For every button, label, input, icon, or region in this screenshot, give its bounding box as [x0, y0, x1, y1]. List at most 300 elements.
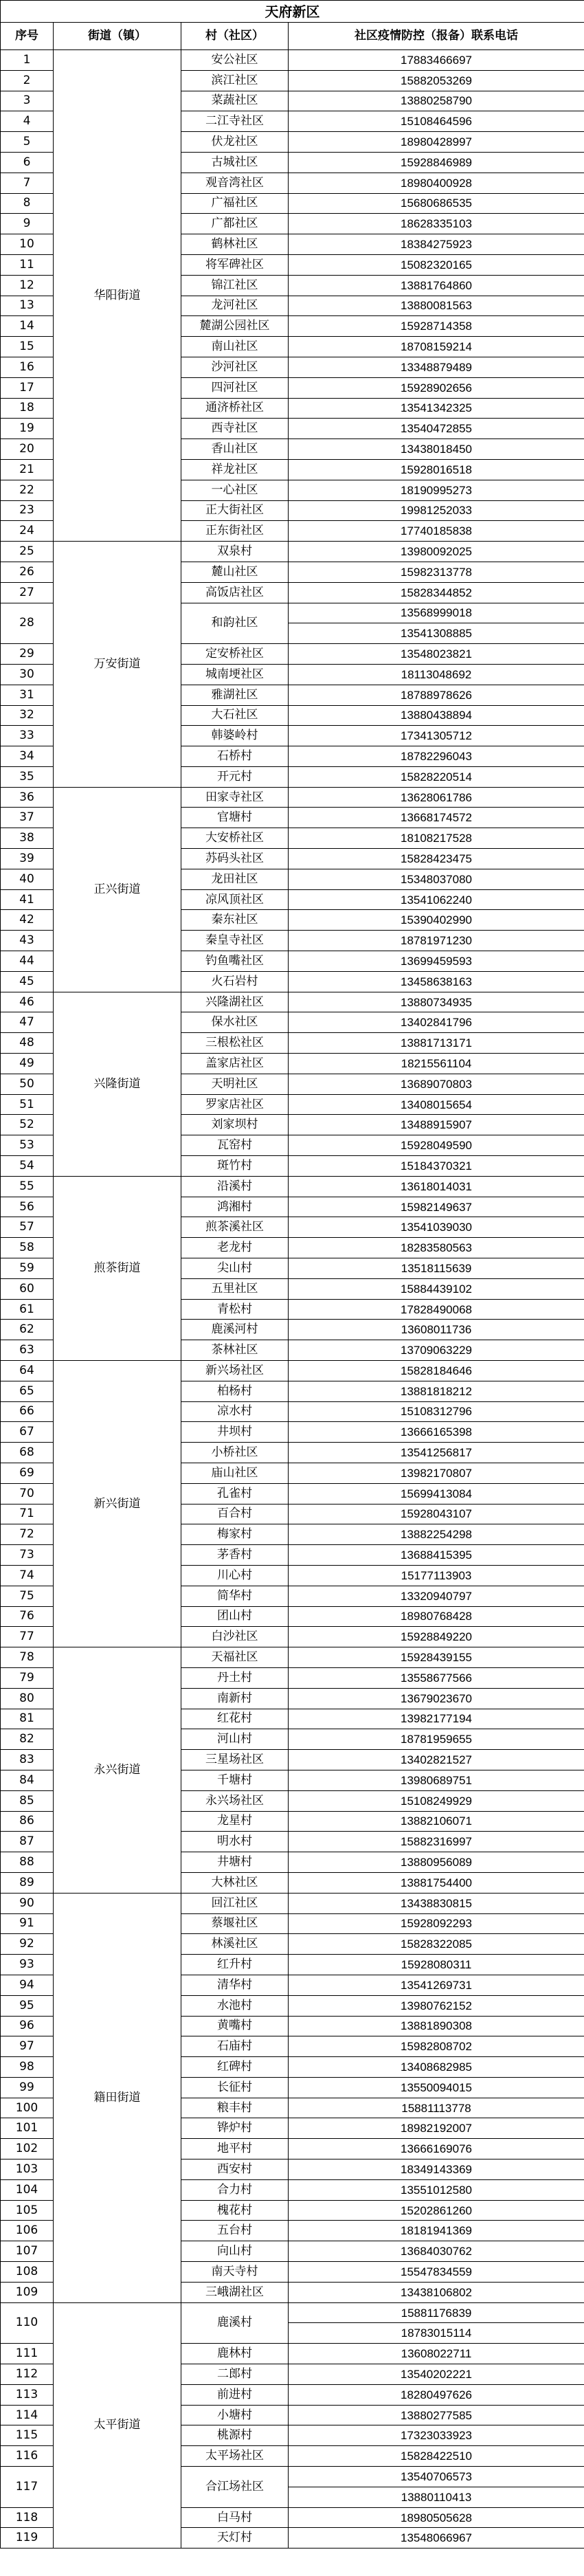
cell-village: 井坝村: [181, 1422, 289, 1443]
cell-village: 西寺社区: [181, 419, 289, 439]
cell-village: 太平场社区: [181, 2446, 289, 2467]
cell-no: 55: [1, 1176, 54, 1197]
cell-village: 高饭店社区: [181, 582, 289, 603]
cell-no: 82: [1, 1729, 54, 1750]
cell-village: 庙山社区: [181, 1463, 289, 1483]
cell-phone: 15882316997: [289, 1832, 584, 1852]
cell-no: 20: [1, 439, 54, 460]
cell-no: 29: [1, 644, 54, 665]
cell-phone: 13548066967: [289, 2528, 584, 2549]
cell-village: 天福社区: [181, 1647, 289, 1668]
cell-village: 二江寺社区: [181, 111, 289, 132]
cell-street: 煎茶街道: [54, 1176, 181, 1360]
cell-no: 71: [1, 1504, 54, 1524]
cell-phone: 15928092293: [289, 1913, 584, 1934]
cell-no: 52: [1, 1115, 54, 1135]
cell-village: 广福社区: [181, 193, 289, 214]
cell-phone: 13982177194: [289, 1709, 584, 1729]
cell-no: 38: [1, 828, 54, 849]
cell-no: 60: [1, 1278, 54, 1299]
cell-phone: 15882053269: [289, 70, 584, 91]
cell-no: 35: [1, 766, 54, 787]
cell-phone: 13320940797: [289, 1586, 584, 1606]
cell-phone: 13438106802: [289, 2282, 584, 2302]
header-row: [1, 23, 584, 50]
cell-no: 28: [1, 603, 54, 644]
cell-phone: 15982808702: [289, 2036, 584, 2057]
cell-no: 72: [1, 1524, 54, 1545]
cell-phone: 13548023821: [289, 644, 584, 665]
header-no: 序号: [1, 23, 54, 50]
cell-no: 79: [1, 1667, 54, 1688]
cell-village: 合江场社区: [181, 2467, 289, 2508]
cell-no: 4: [1, 111, 54, 132]
cell-no: 41: [1, 889, 54, 910]
cell-phone: 13668174572: [289, 808, 584, 828]
cell-no: 67: [1, 1422, 54, 1443]
cell-no: 100: [1, 2098, 54, 2118]
cell-phone: 15928902656: [289, 377, 584, 398]
cell-phone: 13684030762: [289, 2241, 584, 2262]
cell-phone: 15928849220: [289, 1627, 584, 1647]
cell-phone: 13408015654: [289, 1094, 584, 1115]
cell-no: 101: [1, 2118, 54, 2139]
cell-no: 118: [1, 2507, 54, 2528]
cell-phone: 13980092025: [289, 542, 584, 562]
cell-street: 万安街道: [54, 542, 181, 788]
cell-phone: 13550094015: [289, 2077, 584, 2098]
cell-phone: 17740185838: [289, 521, 584, 542]
cell-no: 53: [1, 1135, 54, 1156]
table-row: [1, 1647, 584, 1668]
cell-street: 华阳街道: [54, 50, 181, 542]
cell-phone: 18628335103: [289, 214, 584, 234]
cell-phone: 18280497626: [289, 2384, 584, 2405]
cell-village: 官塘村: [181, 808, 289, 828]
cell-village: 孔雀村: [181, 1483, 289, 1504]
cell-phone: 18108217528: [289, 828, 584, 849]
table-row: [1, 1361, 584, 1381]
cell-phone: 15928846989: [289, 152, 584, 173]
cell-no: 15: [1, 337, 54, 357]
cell-village: 麓山社区: [181, 562, 289, 582]
cell-village: 新兴场社区: [181, 1361, 289, 1381]
cell-phone: 13628061786: [289, 787, 584, 808]
cell-phone: 13882106071: [289, 1811, 584, 1832]
cell-village: 长征村: [181, 2077, 289, 2098]
cell-village: 大安桥社区: [181, 828, 289, 849]
cell-no: 110: [1, 2302, 54, 2344]
cell-no: 80: [1, 1688, 54, 1709]
cell-village: 斑竹村: [181, 1156, 289, 1177]
table-row: [1, 1893, 584, 1913]
cell-no: 42: [1, 910, 54, 931]
cell-no: 69: [1, 1463, 54, 1483]
cell-no: 3: [1, 91, 54, 111]
cell-village: 三根松社区: [181, 1033, 289, 1054]
cell-village: 观音湾社区: [181, 173, 289, 193]
cell-phone: 13488915907: [289, 1115, 584, 1135]
cell-phone: 13541256817: [289, 1443, 584, 1463]
cell-no: 102: [1, 2139, 54, 2159]
cell-phone: 15828184646: [289, 1361, 584, 1381]
cell-no: 113: [1, 2384, 54, 2405]
cell-phone: 15881113778: [289, 2098, 584, 2118]
cell-no: 39: [1, 849, 54, 869]
cell-phone: 18113048692: [289, 664, 584, 685]
cell-village: 川心村: [181, 1565, 289, 1586]
cell-no: 109: [1, 2282, 54, 2302]
cell-no: 50: [1, 1074, 54, 1094]
cell-village: 地平村: [181, 2139, 289, 2159]
cell-phone: 13709063229: [289, 1340, 584, 1361]
cell-phone: 15928439155: [289, 1647, 584, 1668]
cell-phone: 13699459593: [289, 951, 584, 972]
cell-no: 11: [1, 254, 54, 275]
cell-village: 五台村: [181, 2221, 289, 2241]
cell-village: 菜蔬社区: [181, 91, 289, 111]
cell-no: 73: [1, 1545, 54, 1566]
cell-village: 茅香村: [181, 1545, 289, 1566]
cell-village: 通济桥社区: [181, 398, 289, 419]
cell-no: 62: [1, 1320, 54, 1340]
cell-village: 简华村: [181, 1586, 289, 1606]
cell-village: 伏龙社区: [181, 132, 289, 153]
cell-no: 22: [1, 480, 54, 500]
cell-no: 107: [1, 2241, 54, 2262]
cell-no: 33: [1, 726, 54, 746]
cell-phone: 15928714358: [289, 316, 584, 337]
cell-phone: 13540472855: [289, 419, 584, 439]
cell-village: 罗家店社区: [181, 1094, 289, 1115]
cell-village: 南新村: [181, 1688, 289, 1709]
cell-village: 粮丰村: [181, 2098, 289, 2118]
cell-no: 46: [1, 992, 54, 1012]
cell-phone: 13348879489: [289, 357, 584, 377]
cell-village: 小塘村: [181, 2405, 289, 2425]
cell-phone: 13608011736: [289, 1320, 584, 1340]
cell-phone: 13881818212: [289, 1381, 584, 1401]
table-body: [1, 50, 584, 2549]
cell-village: 沙河社区: [181, 357, 289, 377]
cell-phone: 18980768428: [289, 1606, 584, 1627]
cell-no: 54: [1, 1156, 54, 1177]
cell-no: 49: [1, 1054, 54, 1074]
table-row: [1, 787, 584, 808]
cell-village: 老龙村: [181, 1238, 289, 1258]
cell-village: 秦皇寺社区: [181, 931, 289, 951]
cell-phone: 13540706573: [289, 2467, 584, 2487]
cell-phone: 15348037080: [289, 869, 584, 889]
cell-village: 林溪社区: [181, 1934, 289, 1955]
cell-street: 兴隆街道: [54, 992, 181, 1176]
cell-no: 2: [1, 70, 54, 91]
cell-village: 尖山村: [181, 1258, 289, 1279]
cell-village: 茶林社区: [181, 1340, 289, 1361]
header-village: 村（社区）: [181, 23, 289, 50]
cell-phone: 13541308885: [289, 623, 584, 644]
cell-village: 红升村: [181, 1955, 289, 1975]
cell-village: 鹿溪村: [181, 2302, 289, 2344]
cell-phone: 15082320165: [289, 254, 584, 275]
cell-phone: 18982192007: [289, 2118, 584, 2139]
cell-no: 103: [1, 2159, 54, 2180]
cell-no: 78: [1, 1647, 54, 1668]
cell-phone: 15108249929: [289, 1790, 584, 1811]
cell-phone: 18190995273: [289, 480, 584, 500]
cell-village: 定安桥社区: [181, 644, 289, 665]
cell-village: 锦江社区: [181, 275, 289, 296]
table-row: [1, 542, 584, 562]
cell-no: 94: [1, 1975, 54, 1995]
cell-phone: 15828423475: [289, 849, 584, 869]
cell-phone: 13438018450: [289, 439, 584, 460]
cell-phone: 13608022711: [289, 2344, 584, 2364]
cell-phone: 18349143369: [289, 2159, 584, 2180]
cell-no: 1: [1, 50, 54, 71]
cell-phone: 15108464596: [289, 111, 584, 132]
cell-phone: 18781959655: [289, 1729, 584, 1750]
cell-village: 三峨湖社区: [181, 2282, 289, 2302]
cell-no: 70: [1, 1483, 54, 1504]
cell-phone: 13880081563: [289, 296, 584, 316]
table-row: [1, 992, 584, 1012]
cell-phone: 13689070803: [289, 1074, 584, 1094]
cell-village: 青松村: [181, 1299, 289, 1320]
cell-village: 盖家店社区: [181, 1054, 289, 1074]
cell-no: 108: [1, 2262, 54, 2283]
cell-phone: 13880956089: [289, 1852, 584, 1873]
cell-no: 114: [1, 2405, 54, 2425]
cell-phone: 13881764860: [289, 275, 584, 296]
cell-village: 瓦窑村: [181, 1135, 289, 1156]
cell-village: 凉风顶社区: [181, 889, 289, 910]
cell-no: 106: [1, 2221, 54, 2241]
cell-phone: 13458638163: [289, 971, 584, 992]
cell-village: 永兴场社区: [181, 1790, 289, 1811]
cell-no: 76: [1, 1606, 54, 1627]
cell-no: 10: [1, 234, 54, 255]
cell-no: 95: [1, 1995, 54, 2016]
cell-phone: 18783015114: [289, 2323, 584, 2344]
cell-no: 89: [1, 1872, 54, 1893]
cell-no: 63: [1, 1340, 54, 1361]
cell-village: 大林社区: [181, 1872, 289, 1893]
cell-village: 红碑村: [181, 2057, 289, 2078]
cell-no: 91: [1, 1913, 54, 1934]
cell-no: 57: [1, 1217, 54, 1238]
cell-no: 48: [1, 1033, 54, 1054]
table-row: [1, 2302, 584, 2323]
cell-phone: 13438830815: [289, 1893, 584, 1913]
cell-village: 鹤林社区: [181, 234, 289, 255]
cell-street: 永兴街道: [54, 1647, 181, 1894]
cell-no: 13: [1, 296, 54, 316]
cell-phone: 15547834559: [289, 2262, 584, 2283]
cell-no: 8: [1, 193, 54, 214]
cell-phone: 13402841796: [289, 1012, 584, 1033]
cell-village: 团山村: [181, 1606, 289, 1627]
cell-village: 白沙社区: [181, 1627, 289, 1647]
cell-no: 105: [1, 2200, 54, 2221]
cell-no: 75: [1, 1586, 54, 1606]
cell-village: 苏码头社区: [181, 849, 289, 869]
cell-village: 龙田社区: [181, 869, 289, 889]
cell-no: 65: [1, 1381, 54, 1401]
cell-village: 一心社区: [181, 480, 289, 500]
cell-no: 9: [1, 214, 54, 234]
cell-no: 84: [1, 1770, 54, 1790]
cell-village: 广都社区: [181, 214, 289, 234]
cell-village: 凉水村: [181, 1401, 289, 1422]
cell-phone: 13408682985: [289, 2057, 584, 2078]
cell-phone: 13880438894: [289, 705, 584, 726]
cell-phone: 15884439102: [289, 1278, 584, 1299]
cell-no: 23: [1, 500, 54, 521]
cell-street: 太平街道: [54, 2302, 181, 2549]
cell-phone: 15881176839: [289, 2302, 584, 2323]
cell-phone: 15928080311: [289, 1955, 584, 1975]
cell-village: 石庙村: [181, 2036, 289, 2057]
cell-village: 龙河社区: [181, 296, 289, 316]
cell-no: 97: [1, 2036, 54, 2057]
cell-phone: 13980689751: [289, 1770, 584, 1790]
cell-village: 天灯村: [181, 2528, 289, 2549]
cell-phone: 15928049590: [289, 1135, 584, 1156]
cell-phone: 19981252033: [289, 500, 584, 521]
cell-no: 47: [1, 1012, 54, 1033]
cell-village: 蔡堰社区: [181, 1913, 289, 1934]
cell-phone: 15928043107: [289, 1504, 584, 1524]
cell-phone: 18781971230: [289, 931, 584, 951]
cell-village: 桃源村: [181, 2425, 289, 2446]
cell-village: 和韵社区: [181, 603, 289, 644]
cell-street: 新兴街道: [54, 1361, 181, 1647]
cell-no: 117: [1, 2467, 54, 2508]
cell-village: 天明社区: [181, 1074, 289, 1094]
cell-street: 正兴街道: [54, 787, 181, 992]
cell-village: 祥龙社区: [181, 459, 289, 480]
cell-no: 88: [1, 1852, 54, 1873]
cell-village: 正东街社区: [181, 521, 289, 542]
cell-phone: 15982313778: [289, 562, 584, 582]
cell-phone: 13541039030: [289, 1217, 584, 1238]
cell-no: 26: [1, 562, 54, 582]
cell-no: 7: [1, 173, 54, 193]
cell-phone: 18980428997: [289, 132, 584, 153]
cell-phone: 13880277585: [289, 2405, 584, 2425]
cell-village: 河山村: [181, 1729, 289, 1750]
cell-village: 五里社区: [181, 1278, 289, 1299]
cell-village: 秦东社区: [181, 910, 289, 931]
cell-phone: 15828422510: [289, 2446, 584, 2467]
cell-no: 111: [1, 2344, 54, 2364]
cell-no: 51: [1, 1094, 54, 1115]
cell-village: 槐花村: [181, 2200, 289, 2221]
cell-no: 16: [1, 357, 54, 377]
cell-no: 93: [1, 1955, 54, 1975]
cell-village: 向山村: [181, 2241, 289, 2262]
cell-phone: 13666165398: [289, 1422, 584, 1443]
cell-phone: 15828220514: [289, 766, 584, 787]
cell-village: 白马村: [181, 2507, 289, 2528]
cell-village: 香山社区: [181, 439, 289, 460]
cell-village: 煎茶溪社区: [181, 1217, 289, 1238]
cell-no: 45: [1, 971, 54, 992]
cell-village: 鹿林村: [181, 2344, 289, 2364]
cell-no: 36: [1, 787, 54, 808]
cell-phone: 15202861260: [289, 2200, 584, 2221]
cell-no: 86: [1, 1811, 54, 1832]
cell-no: 34: [1, 746, 54, 767]
cell-village: 安公社区: [181, 50, 289, 71]
cell-no: 30: [1, 664, 54, 685]
cell-village: 清华村: [181, 1975, 289, 1995]
cell-no: 81: [1, 1709, 54, 1729]
cell-village: 刘家坝村: [181, 1115, 289, 1135]
cell-phone: 18384275923: [289, 234, 584, 255]
cell-village: 黄嘴村: [181, 2016, 289, 2036]
cell-phone: 18181941369: [289, 2221, 584, 2241]
cell-village: 兴隆湖社区: [181, 992, 289, 1012]
cell-no: 19: [1, 419, 54, 439]
cell-phone: 13402821527: [289, 1750, 584, 1770]
cell-village: 双泉村: [181, 542, 289, 562]
cell-phone: 13881890308: [289, 2016, 584, 2036]
cell-no: 5: [1, 132, 54, 153]
cell-no: 56: [1, 1197, 54, 1217]
cell-phone: 13982170807: [289, 1463, 584, 1483]
cell-no: 58: [1, 1238, 54, 1258]
cell-village: 麓湖公园社区: [181, 316, 289, 337]
header-street: 街道（镇）: [54, 23, 181, 50]
cell-no: 59: [1, 1258, 54, 1279]
cell-village: 井塘村: [181, 1852, 289, 1873]
cell-no: 61: [1, 1299, 54, 1320]
cell-no: 104: [1, 2179, 54, 2200]
cell-village: 将军碑社区: [181, 254, 289, 275]
cell-phone: 13558677566: [289, 1667, 584, 1688]
cell-no: 40: [1, 869, 54, 889]
cell-phone: 15108312796: [289, 1401, 584, 1422]
cell-village: 龙星村: [181, 1811, 289, 1832]
cell-no: 68: [1, 1443, 54, 1463]
cell-phone: 18782296043: [289, 746, 584, 767]
cell-village: 鹿溪河村: [181, 1320, 289, 1340]
cell-no: 85: [1, 1790, 54, 1811]
cell-phone: 13541062240: [289, 889, 584, 910]
table-row: [1, 50, 584, 71]
cell-no: 74: [1, 1565, 54, 1586]
cell-no: 77: [1, 1627, 54, 1647]
cell-phone: 13518115639: [289, 1258, 584, 1279]
cell-village: 开元村: [181, 766, 289, 787]
cell-no: 119: [1, 2528, 54, 2549]
cell-village: 雅湖社区: [181, 685, 289, 705]
cell-village: 滨江社区: [181, 70, 289, 91]
cell-phone: 15828344852: [289, 582, 584, 603]
cell-no: 98: [1, 2057, 54, 2078]
cell-village: 柏杨村: [181, 1381, 289, 1401]
cell-no: 17: [1, 377, 54, 398]
cell-phone: 13666169076: [289, 2139, 584, 2159]
cell-phone: 13881754400: [289, 1872, 584, 1893]
cell-no: 37: [1, 808, 54, 828]
cell-phone: 17341305712: [289, 726, 584, 746]
cell-no: 12: [1, 275, 54, 296]
cell-village: 南山社区: [181, 337, 289, 357]
cell-village: 百合村: [181, 1504, 289, 1524]
